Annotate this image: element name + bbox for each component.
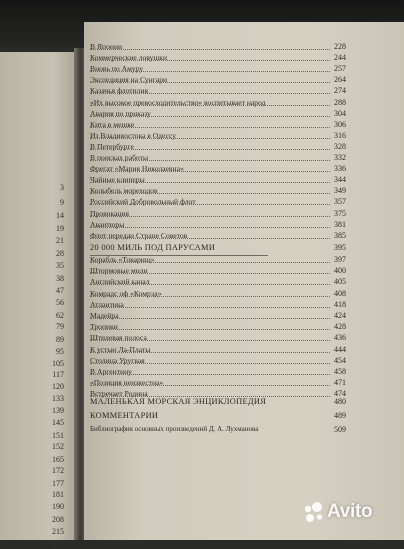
toc-entry-title: Встречает Родина bbox=[90, 389, 148, 399]
toc-entry bbox=[90, 131, 330, 140]
avito-logo-icon bbox=[302, 501, 324, 523]
toc-entry-page: 454 bbox=[334, 355, 346, 365]
section-title-comments: КОММЕНТАРИИ bbox=[90, 411, 159, 420]
toc-entry-page: 228 bbox=[334, 42, 346, 51]
toc-entry-page: 405 bbox=[334, 277, 346, 287]
left-page bbox=[0, 52, 77, 549]
toc-entry-page: 288 bbox=[334, 97, 346, 107]
toc-entry-page: 428 bbox=[334, 322, 346, 332]
toc-entry-title: Российский Добровольный флот bbox=[90, 197, 196, 207]
bibliography-page: 509 bbox=[334, 425, 346, 434]
toc-entry-page: 304 bbox=[334, 108, 346, 118]
toc-entry bbox=[90, 42, 330, 51]
toc-entry-page: 436 bbox=[334, 333, 346, 343]
toc-entry bbox=[90, 209, 330, 218]
dot-leader bbox=[90, 318, 330, 319]
avito-brand-text: Avito bbox=[327, 501, 373, 522]
toc-entry bbox=[90, 98, 330, 107]
section-title-20000-miles: 20 000 МИЛЬ ПОД ПАРУСАМИ bbox=[90, 243, 216, 252]
toc-entry bbox=[90, 64, 330, 73]
left-page-number: 208 bbox=[52, 514, 64, 524]
toc-entry bbox=[90, 142, 330, 151]
left-page-number: 190 bbox=[52, 502, 64, 512]
toc-entry-page: 274 bbox=[334, 86, 346, 96]
left-page-number: 117 bbox=[52, 370, 64, 380]
bibliography-title: Библиография основных произведений Д. А. Лухманова bbox=[90, 425, 259, 433]
left-page-number: 177 bbox=[52, 478, 64, 488]
toc-entry bbox=[90, 75, 330, 84]
toc-entry-title: Из Владивостока в Одессу bbox=[90, 130, 177, 140]
toc-entry-page: 344 bbox=[334, 175, 346, 185]
toc-entry-title: В Японии bbox=[90, 42, 123, 51]
toc-entry-title: Штормовые мили bbox=[90, 266, 148, 276]
section-page-comments: 489 bbox=[334, 411, 346, 420]
toc-entry-page: 385 bbox=[334, 230, 346, 240]
toc-entry-page: 328 bbox=[334, 141, 346, 151]
toc-entry-title: Коммерческие ловушки bbox=[90, 53, 168, 63]
toc-entry-title: Экспедиция на Сунгари bbox=[90, 75, 168, 85]
dot-leader bbox=[90, 329, 330, 330]
left-page-number: 79 bbox=[56, 322, 64, 332]
toc-entry-page: 397 bbox=[334, 255, 346, 264]
toc-entry-title: Штилевая полоса bbox=[90, 333, 147, 343]
toc-entry-title: Тропики bbox=[90, 322, 118, 332]
toc-entry bbox=[90, 175, 330, 184]
toc-entry-title: Мадейра bbox=[90, 311, 119, 320]
toc-entry bbox=[90, 345, 330, 354]
toc-entry-title: Авантюры bbox=[90, 219, 125, 229]
toc-entry-title: «Их высокое превосходительство» воспитывает народ bbox=[90, 97, 266, 107]
toc-entry bbox=[90, 300, 330, 309]
toc-entry-title: Вновь по Амуру bbox=[90, 64, 144, 74]
left-page-number: 181 bbox=[52, 490, 64, 500]
toc-entry-page: 375 bbox=[334, 208, 346, 218]
left-page-number: 35 bbox=[56, 261, 64, 271]
toc-entry bbox=[90, 367, 330, 376]
toc-entry-page: 471 bbox=[334, 378, 346, 388]
toc-entry bbox=[90, 333, 330, 342]
toc-entry bbox=[90, 53, 330, 62]
left-page-number: 38 bbox=[56, 273, 64, 283]
toc-entry bbox=[90, 378, 330, 387]
right-page bbox=[84, 22, 404, 540]
toc-entry-page: 316 bbox=[334, 130, 346, 140]
avito-watermark bbox=[302, 500, 372, 524]
toc-entry-page: 424 bbox=[334, 311, 346, 320]
left-page-number: 151 bbox=[52, 430, 64, 440]
toc-entry-page: 418 bbox=[334, 299, 346, 309]
toc-entry-title: Корабль «Товарищ» bbox=[90, 255, 155, 264]
toc-entry-title: В Аргентину bbox=[90, 367, 132, 376]
toc-entry bbox=[90, 266, 330, 275]
toc-entry bbox=[90, 153, 330, 162]
toc-entry-page: 257 bbox=[334, 64, 346, 74]
toc-entry-title: Казачья флотилия bbox=[90, 86, 149, 96]
toc-entry bbox=[90, 109, 330, 118]
left-page-number: 89 bbox=[56, 334, 64, 344]
left-page-number: 56 bbox=[56, 298, 64, 308]
toc-entry-title: К устью Ла-Платы bbox=[90, 344, 151, 354]
toc-entry-page: 357 bbox=[334, 197, 346, 207]
toc-entry-page: 349 bbox=[334, 186, 346, 196]
toc-entry bbox=[90, 220, 330, 229]
toc-entry-title: «Позиция неизвестна» bbox=[90, 378, 164, 388]
toc-entry bbox=[90, 322, 330, 331]
toc-entry bbox=[90, 197, 330, 206]
left-page-number: 21 bbox=[56, 236, 64, 246]
left-page-number: 220 bbox=[52, 539, 64, 549]
toc-entry-page: 444 bbox=[334, 344, 346, 354]
toc-entry bbox=[90, 356, 330, 365]
left-page-number: 62 bbox=[56, 310, 64, 320]
toc-entry bbox=[90, 86, 330, 95]
left-page-number: 139 bbox=[52, 405, 64, 415]
toc-entry bbox=[90, 164, 330, 173]
toc-entry-title: Кита в мешке bbox=[90, 119, 135, 129]
section-title-encyclopedia: МАЛЕНЬКАЯ МОРСКАЯ ЭНЦИКЛОПЕДИЯ bbox=[90, 397, 267, 406]
toc-entry-page: 244 bbox=[334, 53, 346, 63]
toc-entry-title: Провокация bbox=[90, 208, 129, 218]
bibliography-entry bbox=[90, 425, 330, 434]
toc-entry-page: 306 bbox=[334, 119, 346, 129]
left-page-number: 215 bbox=[52, 527, 64, 537]
toc-entry-page: 264 bbox=[334, 75, 346, 85]
toc-entry bbox=[90, 311, 330, 320]
left-page-number: 9 bbox=[60, 198, 64, 208]
toc-entry-title: Флот передан Стране Советов bbox=[90, 230, 188, 240]
toc-entry-title: Фрегат «Мария Николаевна» bbox=[90, 164, 184, 174]
toc-entry-page: 332 bbox=[334, 153, 346, 162]
toc-entry-title: Атлантика bbox=[90, 299, 124, 309]
left-page-number: 3 bbox=[60, 183, 64, 193]
toc-entry bbox=[90, 186, 330, 195]
toc-entry bbox=[90, 255, 330, 264]
section-page-20000-miles: 395 bbox=[334, 243, 346, 252]
toc-entry bbox=[90, 277, 330, 286]
left-page-number: 19 bbox=[56, 223, 64, 233]
left-page-number: 172 bbox=[52, 466, 64, 476]
left-page-number: 120 bbox=[52, 381, 64, 391]
toc-entry bbox=[90, 120, 330, 129]
toc-entry-title: Комрадс оф «Комрэд» bbox=[90, 288, 162, 298]
toc-entry-page: 400 bbox=[334, 266, 346, 276]
left-page-number: 28 bbox=[56, 248, 64, 258]
toc-entry-title: В поисках работы bbox=[90, 153, 149, 162]
toc-entry-page: 474 bbox=[334, 389, 346, 399]
toc-entry-title: Английский канал bbox=[90, 277, 150, 287]
left-page-number: 152 bbox=[52, 442, 64, 452]
toc-entry-title: Авария по приказу bbox=[90, 108, 151, 118]
left-page-number: 165 bbox=[52, 454, 64, 464]
left-page-number: 47 bbox=[56, 286, 64, 296]
left-page-number: 133 bbox=[52, 394, 64, 404]
toc-entry-title: Колыбель мореходов bbox=[90, 186, 158, 196]
toc-entry-page: 458 bbox=[334, 367, 346, 376]
toc-entry bbox=[90, 289, 330, 298]
dot-leader bbox=[90, 49, 330, 50]
section-page-encyclopedia: 480 bbox=[334, 397, 346, 406]
toc-entry-title: Чайные клиперы bbox=[90, 175, 145, 185]
left-page-number: 95 bbox=[56, 347, 64, 357]
toc-entry bbox=[90, 231, 330, 240]
toc-entry-title: В Петербурге bbox=[90, 141, 134, 151]
left-page-number: 14 bbox=[56, 210, 64, 220]
toc-entry-page: 408 bbox=[334, 288, 346, 298]
toc-entry-page: 336 bbox=[334, 164, 346, 174]
toc-entry-title: Столица Уругвая bbox=[90, 355, 145, 365]
toc-entry-page: 381 bbox=[334, 219, 346, 229]
left-page-number: 145 bbox=[52, 418, 64, 428]
left-page-number: 105 bbox=[52, 358, 64, 368]
